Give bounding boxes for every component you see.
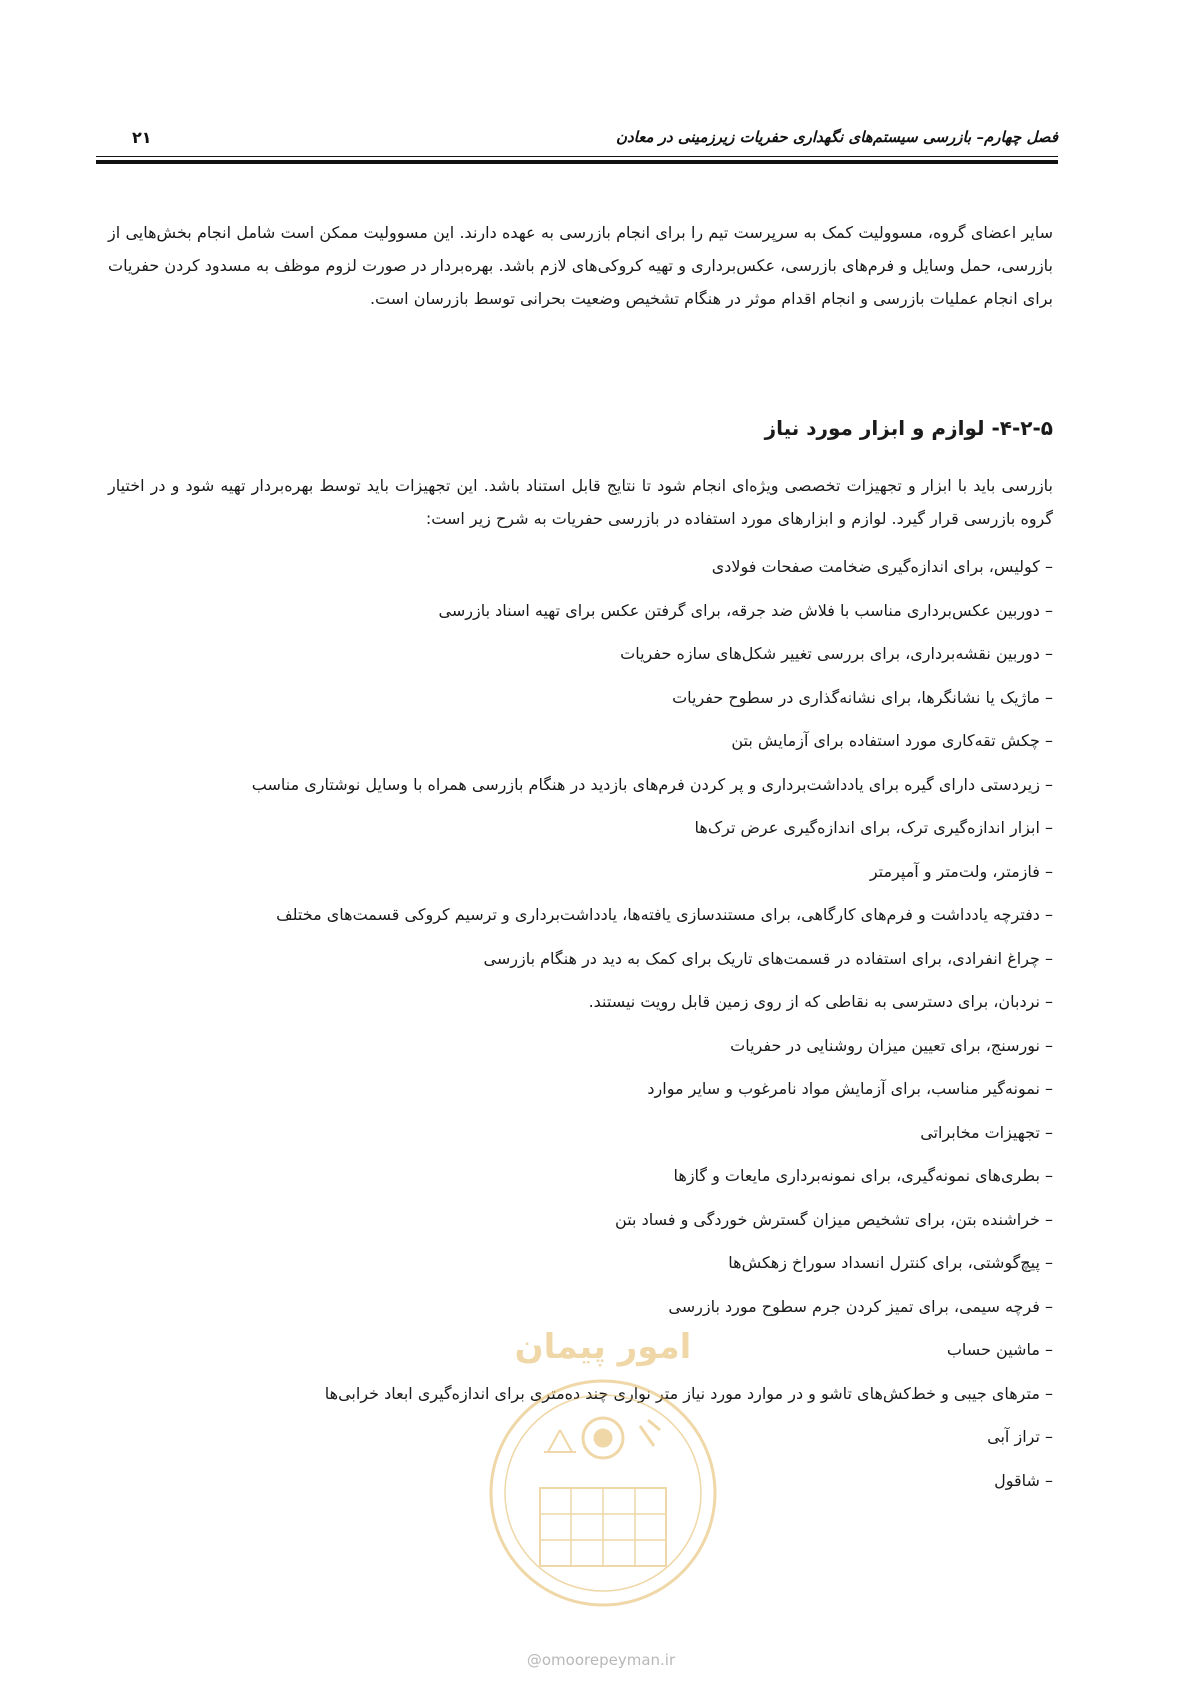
list-item: – چکش تقه‌کاری مورد استفاده برای آزمایش بتن (731, 731, 1053, 750)
watermark-logo (480, 1318, 726, 1638)
body-content-1 (108, 216, 1053, 315)
section-heading: ۴-۲-۵- لوازم و ابزار مورد نیاز (764, 416, 1053, 440)
body-content-2 (108, 469, 1053, 535)
list-item: – نردبان، برای دسترسی به نقاطی که از روی زمین قابل رویت نیستند. (588, 992, 1053, 1011)
list-item: – تراز آبی (987, 1427, 1053, 1446)
header-rule-thin (96, 156, 1058, 157)
header-rule-thick (96, 160, 1058, 164)
list-item: – ماژیک یا نشانگرها، برای نشانه‌گذاری در سطوح حفریات (672, 687, 1053, 707)
page-number: ۲۱ (132, 128, 152, 147)
list-item: – تجهیزات مخابراتی (920, 1122, 1053, 1142)
watermark-logo-text: امور پیمان (514, 1327, 692, 1367)
list-item: – شاقول (994, 1470, 1053, 1490)
list-item: – دوربین نقشه‌برداری، برای بررسی تغییر شکل‌های سازه حفریات (620, 644, 1053, 663)
list-item: – چراغ انفرادی، برای استفاده در قسمت‌های تاریک برای کمک به دید در هنگام بازرسی (483, 948, 1053, 968)
list-item: – بطری‌های نمونه‌گیری، برای نمونه‌برداری مایعات و گازها (673, 1166, 1053, 1185)
chapter-title: فصل چهارم– بازرسی سیستم‌های نگهداری حفریات زیرزمینی در معادن (615, 128, 1058, 146)
paragraph-tools-intro: بازرسی باید با ابزار و تجهیزات تخصصی ویژه‌ای انجام شود تا نتایج قابل استناد باشد. این تجهیزات باید توسط بهره‌بردار تهیه شود و در اختیار گروه بازرسی قرار گیرد. لوازم و ابزارهای مورد استفاده در بازرسی حفریات به شرح زیر است: (108, 476, 1053, 528)
at-icon: @ (526, 1651, 542, 1669)
list-item: – پیچ‌گوشتی، برای کنترل انسداد سوراخ زهکش‌ها (728, 1253, 1053, 1272)
list-item: – زیردستی دارای گیره برای یادداشت‌برداری و پر کردن فرم‌های بازدید در هنگام بازرسی همراه با وسایل نوشتاری مناسب (251, 774, 1053, 794)
watermark-url (491, 1651, 711, 1669)
list-item: – نمونه‌گیر مناسب، برای آزمایش مواد نامرغوب و سایر موارد (647, 1079, 1053, 1098)
list-item: – نورسنج، برای تعیین میزان روشنایی در حفریات (730, 1035, 1053, 1055)
list-item: – مترهای جیبی و خط‌کش‌های تاشو و در موارد مورد نیاز متر نواری چند ده‌متری برای اندازه‌گیری ابعاد خرابی‌ها (324, 1383, 1053, 1403)
list-item: – فازمتر، ولت‌متر و آمپرمتر (869, 861, 1053, 881)
list-item: – ابزار اندازه‌گیری ترک، برای اندازه‌گیری عرض ترک‌ها (694, 818, 1053, 837)
page-header (96, 128, 1058, 156)
list-item: – دوربین عکس‌برداری مناسب با فلاش ضد جرقه، برای گرفتن عکس برای تهیه اسناد بازرسی (438, 600, 1053, 620)
list-item: – فرچه سیمی، برای تمیز کردن جرم سطوح مورد بازرسی (668, 1296, 1053, 1316)
list-item: – کولیس، برای اندازه‌گیری ضخامت صفحات فولادی (711, 557, 1053, 576)
watermark-url-text: omoorepeyman.ir (541, 1651, 676, 1669)
watermark-seal (491, 1381, 715, 1605)
list-item: – ماشین حساب (946, 1340, 1053, 1359)
list-item: – دفترچه یادداشت و فرم‌های کارگاهی، برای مستندسازی یافته‌ها، یادداشت‌برداری و ترسیم کروکی قسمت‌های مختلف (276, 905, 1053, 924)
paragraph-team-responsibilities: سایر اعضای گروه، مسوولیت کمک به سرپرست تیم را برای انجام بازرسی به عهده دارند. این مسوولیت ممکن است شامل انجام بخش‌هایی از بازرسی، حمل وسایل و فرم‌های بازرسی، عکس‌برداری و تهیه کروکی‌های لازم باشد. بهره‌بردار در صورت لزوم موظف به مسدود کردن حفریات برای انجام عملیات بازرسی و انجام اقدام موثر در هنگام تشخیص وضعیت بحرانی توسط بازرسان است. (108, 223, 1053, 308)
list-item: – خراشنده بتن، برای تشخیص میزان گسترش خوردگی و فساد بتن (615, 1209, 1053, 1229)
